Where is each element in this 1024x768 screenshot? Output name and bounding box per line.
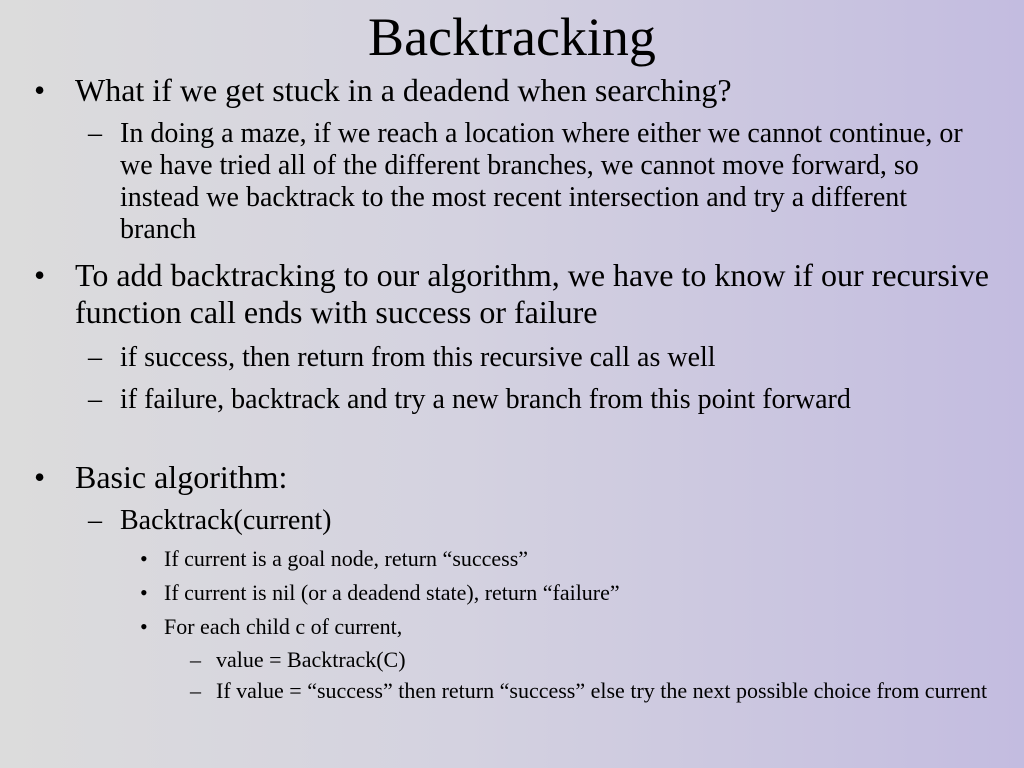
bullet-text: value = Backtrack(C) xyxy=(216,647,406,672)
bullet-text: If current is nil (or a deadend state), return “failure” xyxy=(164,580,620,605)
dash-marker: – xyxy=(88,505,102,536)
bullet-item xyxy=(30,459,1000,496)
bullet-item xyxy=(30,257,1000,331)
level4-item xyxy=(190,679,1000,703)
bullet-item xyxy=(30,72,1000,109)
sub-bullet-item xyxy=(88,384,988,416)
bullet-text: if failure, backtrack and try a new branch from this point forward xyxy=(120,384,851,415)
sub-bullet-item xyxy=(88,505,988,537)
bullet-text: What if we get stuck in a deadend when searching? xyxy=(75,72,732,108)
dash-marker: – xyxy=(88,384,102,415)
bullet-text: Basic algorithm: xyxy=(75,459,288,495)
bullet-marker: • xyxy=(34,72,46,108)
bullet-text: if success, then return from this recursive call as well xyxy=(120,342,716,373)
dash-marker: – xyxy=(88,118,102,149)
bullet-marker: • xyxy=(140,614,148,639)
dash-marker: – xyxy=(190,678,201,703)
slide-title: Backtracking xyxy=(368,7,656,67)
sub-sub-bullet-item xyxy=(140,546,1000,572)
sub-sub-bullet-item xyxy=(140,580,1000,606)
bullet-marker: • xyxy=(34,459,46,495)
bullet-text: If current is a goal node, return “success” xyxy=(164,546,529,571)
dash-marker: – xyxy=(190,647,201,672)
bullet-text: In doing a maze, if we reach a location where either we cannot continue, or we have tried all of the different branches, we cannot move forward, so instead we backtrack to the most recent intersection and try a different branch xyxy=(120,118,963,245)
sub-bullet-item xyxy=(88,118,988,246)
level4-item xyxy=(190,648,1000,672)
bullet-text: Backtrack(current) xyxy=(120,505,332,536)
bullet-text: To add backtracking to our algorithm, we have to know if our recursive function call ends with success or failure xyxy=(75,257,989,330)
bullet-text: If value = “success” then return “success” else try the next possible choice from current xyxy=(216,678,988,703)
dash-marker: – xyxy=(88,342,102,373)
bullet-text: For each child c of current, xyxy=(164,614,403,639)
bullet-marker: • xyxy=(34,257,46,293)
bullet-marker: • xyxy=(140,546,148,571)
sub-sub-bullet-item xyxy=(140,614,1000,640)
bullet-marker: • xyxy=(140,580,148,605)
sub-bullet-item xyxy=(88,342,988,374)
